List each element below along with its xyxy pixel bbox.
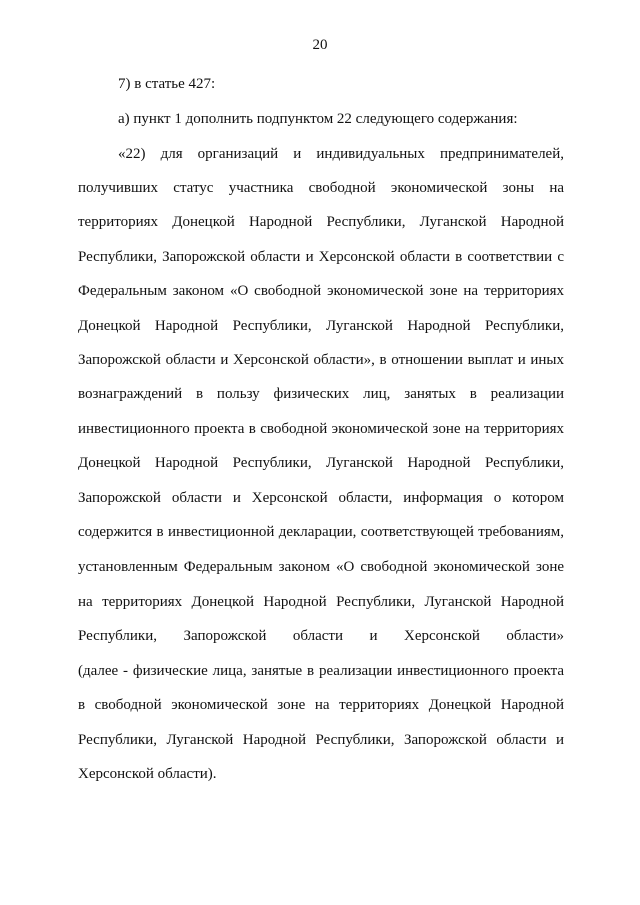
body-line-4: Республики, Запорожской области и Херсонской области в соответствии с: [78, 249, 564, 265]
body-line-14: на территориях Донецкой Народной Республики, Луганской Народной: [78, 594, 564, 610]
clause-heading: а) пункт 1 дополнить подпунктом 22 следующего содержания:: [118, 111, 518, 127]
body-line-18: Республики, Луганской Народной Республики, Запорожской области и: [78, 732, 564, 748]
body-line-6: Донецкой Народной Республики, Луганской Народной Республики,: [78, 318, 564, 334]
body-line-9: инвестиционного проекта в свободной экономической зоне на территориях: [78, 421, 564, 437]
body-line-10: Донецкой Народной Республики, Луганской Народной Республики,: [78, 455, 564, 471]
body-line-17: в свободной экономической зоне на территориях Донецкой Народной: [78, 697, 564, 713]
article-heading: 7) в статье 427:: [118, 76, 216, 92]
page-number: 20: [312, 37, 328, 53]
body-line-11: Запорожской области и Херсонской области, информация о котором: [78, 490, 564, 506]
body-line-8: вознаграждений в пользу физических лиц, занятых в реализации: [78, 386, 564, 402]
body-line-7: Запорожской области и Херсонской области», в отношении выплат и иных: [78, 352, 564, 368]
body-line-1: «22) для организаций и индивидуальных предпринимателей,: [118, 146, 564, 162]
body-line-15: Республики, Запорожской области и Херсонской области»: [78, 628, 564, 644]
body-line-3: территориях Донецкой Народной Республики, Луганской Народной: [78, 214, 564, 230]
body-line-2: получивших статус участника свободной экономической зоны на: [78, 180, 564, 196]
body-line-19: Херсонской области).: [78, 766, 217, 782]
body-line-5: Федеральным законом «О свободной экономической зоне на территориях: [78, 283, 564, 299]
body-line-12: содержится в инвестиционной декларации, соответствующей требованиям,: [78, 524, 564, 540]
body-line-13: установленным Федеральным законом «О свободной экономической зоне: [78, 559, 564, 575]
body-line-16: (далее - физические лица, занятые в реализации инвестиционного проекта: [78, 663, 564, 679]
